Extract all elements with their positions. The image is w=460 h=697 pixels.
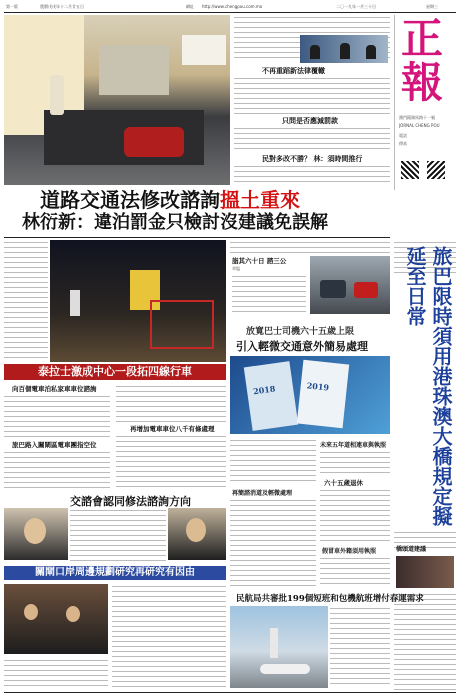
bottom-article — [330, 606, 390, 688]
left-subhead-1: 向百個電車泊私家車車位諮詢 — [12, 385, 97, 393]
report-cover-1 — [244, 361, 298, 431]
left-subhead-2: 再增加電車車位八千有條處理 — [130, 425, 215, 433]
left-article-1 — [4, 240, 48, 360]
website-label: 網址 — [186, 4, 194, 9]
article-top-right-3 — [234, 126, 390, 152]
main-headline — [40, 189, 300, 211]
bottom-headline: 民航局共審批199個短班和包機航班增付春運需求 — [236, 594, 424, 604]
page-number: 第一版 — [6, 4, 18, 9]
airport-photo — [230, 606, 328, 688]
traffic-photo — [310, 256, 390, 314]
website-link[interactable]: http://www.chengpou.com.mo — [202, 4, 263, 9]
left-article-3 — [116, 384, 226, 422]
mid-article-1 — [230, 240, 390, 254]
official-photo-2 — [168, 508, 226, 560]
mid-subhead-1a: 詣其六十日 — [232, 257, 265, 265]
lunar-date: 農曆戊戌年十二月廿五日 — [40, 4, 84, 9]
left-blue-band: 關閘口岸周邊規劃研究再研究有因由 — [4, 566, 226, 580]
mid-subhead-3: 六十五歲退休 — [324, 479, 363, 487]
masthead-address: 澳門鏡湖馬路十一號 — [399, 115, 435, 120]
consult-headline: 交諮會認同修法諮詢方向 — [70, 495, 191, 508]
left-article-6 — [112, 584, 226, 688]
qr-code-icon[interactable] — [401, 161, 419, 179]
article-top-right-2 — [234, 76, 390, 114]
left-red-band: 泰拉士激成中心一段拓四線行車 — [4, 364, 226, 380]
meeting-photo-2 — [4, 584, 108, 654]
mid-subhead-2: 未來五年道相連車與執照 — [320, 442, 387, 449]
subhead-3a: 民對多改不勝？ — [262, 154, 311, 163]
report-year-2: 2019 — [306, 380, 330, 393]
right-article-bottom — [394, 592, 456, 690]
mid-article-3 — [230, 438, 316, 484]
left-subhead-3: 旅巴路入關閘區電車團指空位 — [12, 441, 97, 449]
main-headline-kicker: 道路交通法修改諮詢 — [40, 188, 220, 212]
subhead-3b: 林：須時間推行 — [313, 154, 363, 163]
main-headline-red: 搵土重來 — [220, 188, 300, 212]
weekday: 星期三 — [426, 4, 438, 9]
masthead-phone: 電話 — [399, 133, 407, 138]
mid-subhead-5: 假冒車外籍須用執照 — [322, 548, 377, 555]
mid-article-4 — [320, 450, 390, 476]
subhead-3 — [262, 154, 362, 164]
logo-text: 正報 — [401, 14, 444, 107]
right-vertical-headline: 旅巴限時須用港珠澳大橋規定擬延至日常 — [403, 246, 453, 526]
masthead — [394, 15, 457, 190]
right-subhead: 橋頭道建議 — [396, 546, 427, 553]
consult-article — [70, 508, 166, 562]
mid-article-7 — [320, 556, 390, 588]
left-article-2 — [4, 394, 110, 438]
masthead-fax: 傳真 — [399, 141, 407, 146]
mid-article-2 — [232, 274, 306, 314]
subhead-2: 只問是否應減罰款 — [282, 116, 338, 125]
report-cover-2 — [297, 360, 349, 428]
bus-headline-1: 放寬巴士司機六十五歲上限 — [246, 327, 355, 337]
official-photo-1 — [4, 508, 68, 560]
left-article-5 — [4, 450, 110, 488]
mid-article-5 — [320, 488, 390, 542]
right-photo — [396, 556, 454, 588]
main-subheadline: 林衍新：違泊罰金只檢討沒建議免誤解 — [22, 212, 328, 233]
subhead-1: 不再重蹈新法律覆轍 — [262, 66, 325, 75]
mid-subhead-1b: 諮三公 — [266, 257, 287, 265]
mid-subhead-1 — [232, 256, 286, 265]
bus-headline-2: 引入輕微交通意外簡易處理 — [236, 340, 368, 353]
report-cover-graphic — [230, 356, 390, 434]
mid-label: 翠塩 — [232, 266, 240, 271]
report-year-1: 2018 — [252, 383, 276, 397]
mid-article-6 — [230, 498, 316, 588]
meeting-photo — [300, 35, 388, 63]
qr-code-icon-2[interactable] — [427, 161, 445, 179]
left-article-4 — [116, 434, 226, 488]
article-top-right-4 — [234, 164, 390, 186]
mid-subhead-4: 再簡諮消道及輕微處理 — [232, 490, 293, 497]
street-night-photo — [50, 240, 226, 362]
top-rule — [4, 12, 456, 13]
top-left-photo — [4, 15, 230, 185]
headline-rule — [4, 237, 390, 238]
masthead-latin: JORNAL CHENG POU — [399, 123, 440, 128]
issue-date: 二〇一九年一月三十日 — [336, 4, 376, 9]
bottom-rule — [4, 692, 456, 693]
left-article-7 — [4, 658, 108, 688]
top-bar — [6, 4, 454, 12]
